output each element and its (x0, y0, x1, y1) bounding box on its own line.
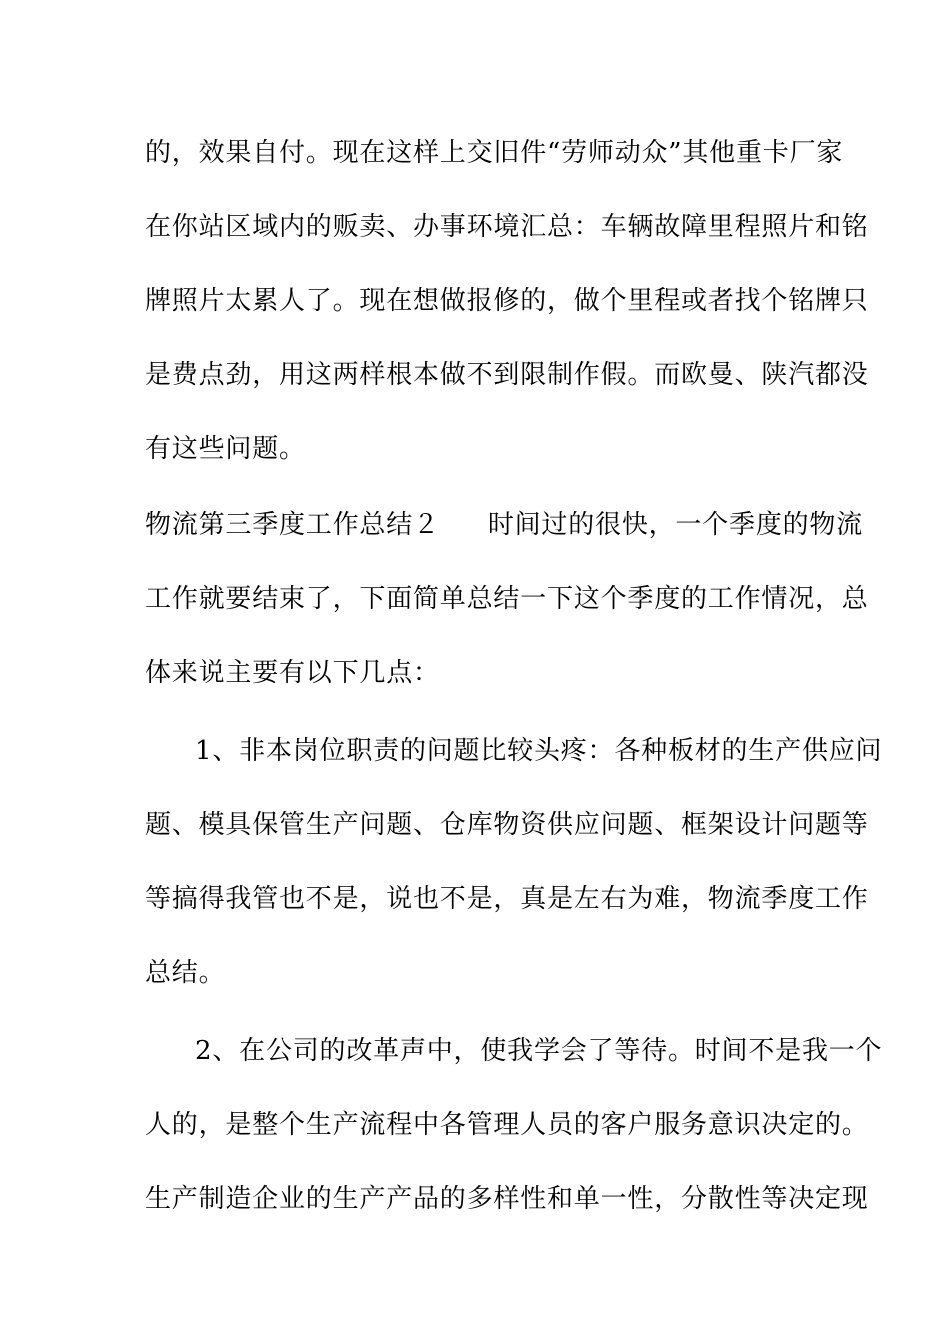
paragraph-line: 在你站区域内的贩卖、办事环境汇总：车辆故障里程照片和铭 (145, 212, 869, 242)
paragraph-line: 总结。 (145, 958, 226, 988)
paragraph-line: 牌照片太累人了。现在想做报修的，做个里程或者找个铭牌只 (145, 286, 869, 316)
paragraph-line: 体来说主要有以下几点： (145, 658, 440, 688)
section-heading: 物流第三季度工作总结２ (145, 510, 440, 540)
paragraph-text: 时间过的很快，一个季度的物流 (487, 510, 864, 540)
paragraph-line: 1、非本岗位职责的问题比较头疼：各种板材的生产供应问 (195, 736, 883, 766)
paragraph-line: 2、在公司的改革声中，使我学会了等待。时间不是我一个 (195, 1036, 883, 1066)
paragraph-line: 有这些问题。 (145, 434, 306, 464)
section-heading-line (145, 510, 864, 540)
paragraph-line: 题、模具保管生产问题、仓库物资供应问题、框架设计问题等 (145, 810, 869, 840)
paragraph-line: 工作就要结束了，下面简单总结一下这个季度的工作情况，总 (145, 584, 869, 614)
paragraph-line: 人的，是整个生产流程中各管理人员的客户服务意识决定的。 (145, 1110, 869, 1140)
paragraph-line: 是费点劲，用这两样根本做不到限制作假。而欧曼、陕汽都没 (145, 360, 869, 390)
paragraph-line: 的，效果自付。现在这样上交旧件“劳师动众”其他重卡厂家 (145, 138, 844, 168)
paragraph-line: 等搞得我管也不是，说也不是，真是左右为难，物流季度工作 (145, 884, 869, 914)
paragraph-line: 生产制造企业的生产产品的多样性和单一性，分散性等决定现 (145, 1184, 869, 1214)
